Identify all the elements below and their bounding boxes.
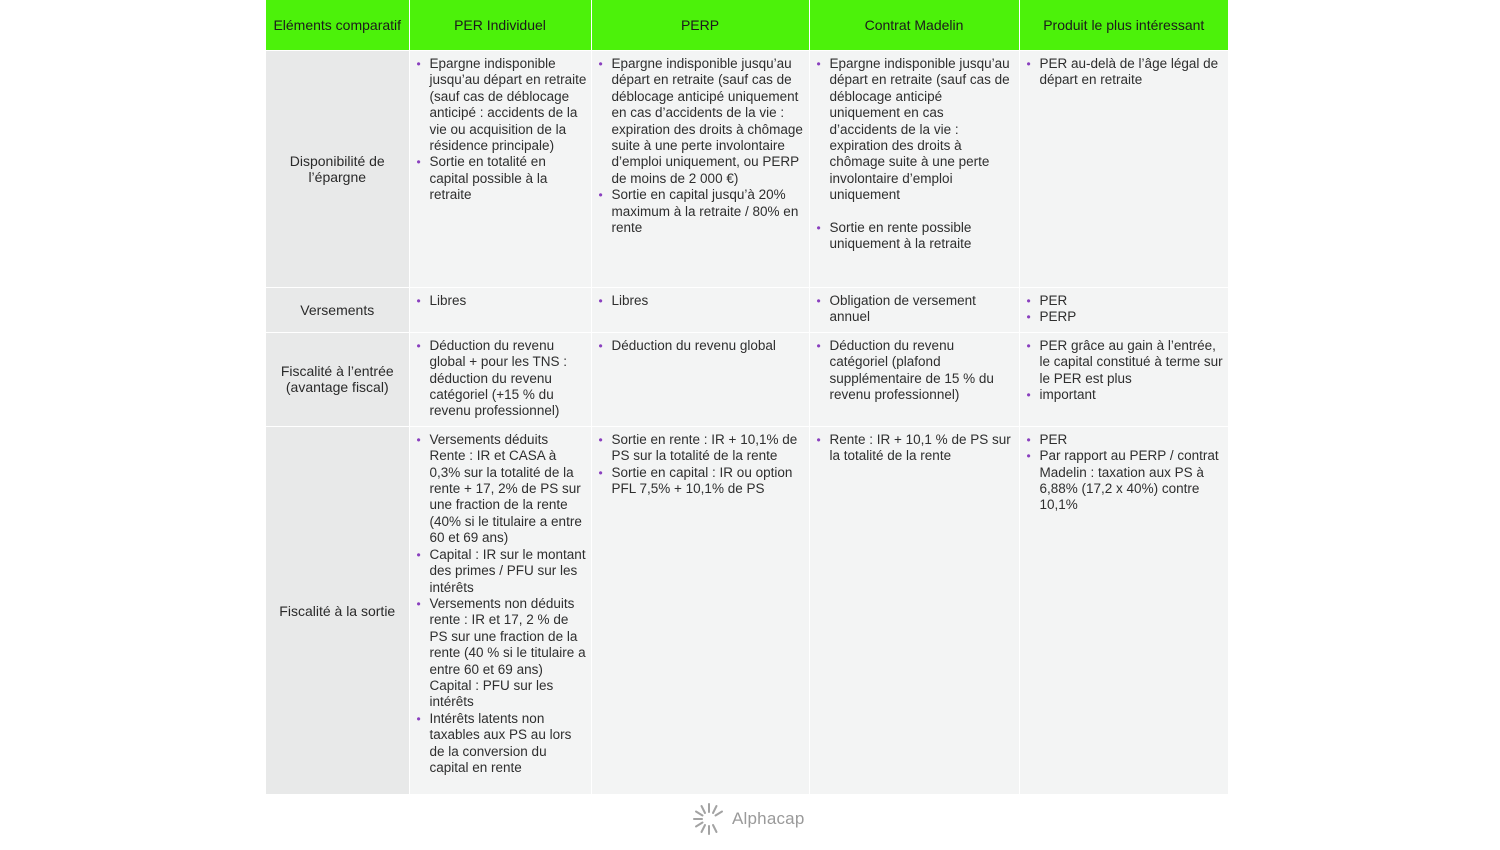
cell-contrat-madelin — [809, 332, 1019, 426]
list-item: • Epargne indisponible jusqu’au départ en retraite (sauf cas de déblocage anticipé uniquement en cas d’accidents de la vie : expiration des droits à chômage suite à une perte involontaire d’emploi uniquement, ou PERP de moins de 2 000 €) — [598, 56, 805, 187]
list-item: • Déduction du revenu global + pour les TNS : déduction du revenu catégoriel (+15 % du revenu professionnel) — [416, 338, 587, 420]
list-item: • Libres — [598, 293, 805, 309]
cell-perp — [591, 332, 809, 426]
header-elements-comparatif: Eléments comparatif — [266, 0, 409, 51]
list-item: • PER au-delà de l’âge légal de départ en retraite — [1026, 56, 1225, 89]
list-item: • Libres — [416, 293, 587, 309]
list-item: • Versements déduits Rente : IR et CASA à 0,3% sur la totalité de la rente + 17, 2% de PS sur une fraction de la rente (40% si le titulaire a entre 60 et 69 ans) — [416, 432, 587, 547]
cell-per-individuel — [409, 51, 591, 288]
cell-produit-interessant — [1019, 426, 1228, 794]
cell-per-individuel — [409, 332, 591, 426]
row-fiscalite-entree — [266, 332, 1228, 426]
list-item: • Obligation de versement annuel — [816, 293, 1015, 326]
cell-per-individuel — [409, 426, 591, 794]
list-item: • Epargne indisponible jusqu’au départ en retraite (sauf cas de déblocage anticipé : accidents de la vie ou acquisition de la résidence principale) — [416, 56, 587, 154]
header-perp: PERP — [591, 0, 809, 51]
cell-produit-interessant — [1019, 51, 1228, 288]
cell-perp — [591, 426, 809, 794]
list-item: • Intérêts latents non taxables aux PS au lors de la conversion du capital en rente — [416, 711, 587, 777]
list-item: • PER — [1026, 293, 1225, 309]
list-item: • Déduction du revenu global — [598, 338, 805, 354]
list-item: • Sortie en rente : IR + 10,1% de PS sur la totalité de la rente — [598, 432, 805, 465]
cell-produit-interessant — [1019, 332, 1228, 426]
row-label: Disponibilité de l’épargne — [266, 51, 409, 288]
list-item: • Sortie en rente possible uniquement à la retraite — [816, 220, 1015, 253]
cell-contrat-madelin — [809, 288, 1019, 333]
cell-perp — [591, 51, 809, 288]
list-item: • Epargne indisponible jusqu’au départ en retraite (sauf cas de déblocage anticipé uniquement en cas d’accidents de la vie : expiration des droits à chômage suite à une perte involontaire d’emploi uniquement — [816, 56, 1015, 204]
alphacap-logo — [690, 800, 805, 838]
row-fiscalite-sortie — [266, 426, 1228, 794]
header-row — [266, 0, 1228, 51]
list-item: • Capital : IR sur le montant des primes / PFU sur les intérêts — [416, 547, 587, 596]
list-item: • Rente : IR + 10,1 % de PS sur la totalité de la rente — [816, 432, 1015, 465]
row-disponibilite — [266, 51, 1228, 288]
list-item: • important — [1026, 387, 1225, 403]
comparison-table — [266, 0, 1228, 794]
list-item: • PER — [1026, 432, 1225, 448]
cell-perp — [591, 288, 809, 333]
cell-contrat-madelin — [809, 51, 1019, 288]
header-per-individuel: PER Individuel — [409, 0, 591, 51]
list-item: • Déduction du revenu catégoriel (plafond supplémentaire de 15 % du revenu professionnel) — [816, 338, 1015, 404]
row-label: Versements — [266, 288, 409, 333]
cell-per-individuel — [409, 288, 591, 333]
header-contrat-madelin: Contrat Madelin — [809, 0, 1019, 51]
list-item: • Par rapport au PERP / contrat Madelin : taxation aux PS à 6,88% (17,2 x 40%) contre 10,1% — [1026, 448, 1225, 514]
row-versements — [266, 288, 1228, 333]
row-label: Fiscalité à la sortie — [266, 426, 409, 794]
logo-text: Alphacap — [732, 809, 805, 828]
list-item: • Versements non déduits rente : IR et 17, 2 % de PS sur une fraction de la rente (40 % si le titulaire a entre 60 et 69 ans) Capital : PFU sur les intérêts — [416, 596, 587, 711]
cell-contrat-madelin — [809, 426, 1019, 794]
list-item: • Sortie en totalité en capital possible à la retraite — [416, 154, 587, 203]
list-item: • PERP — [1026, 309, 1225, 325]
list-item: • Sortie en capital : IR ou option PFL 7,5% + 10,1% de PS — [598, 465, 805, 498]
sunburst-logo-icon — [690, 800, 728, 838]
list-item: • PER grâce au gain à l’entrée, le capital constitué à terme sur le PER est plus — [1026, 338, 1225, 387]
row-label: Fiscalité à l’entrée (avantage fiscal) — [266, 332, 409, 426]
list-item: • Sortie en capital jusqu’à 20% maximum à la retraite / 80% en rente — [598, 187, 805, 236]
cell-produit-interessant — [1019, 288, 1228, 333]
header-produit-plus-interessant: Produit le plus intéressant — [1019, 0, 1228, 51]
